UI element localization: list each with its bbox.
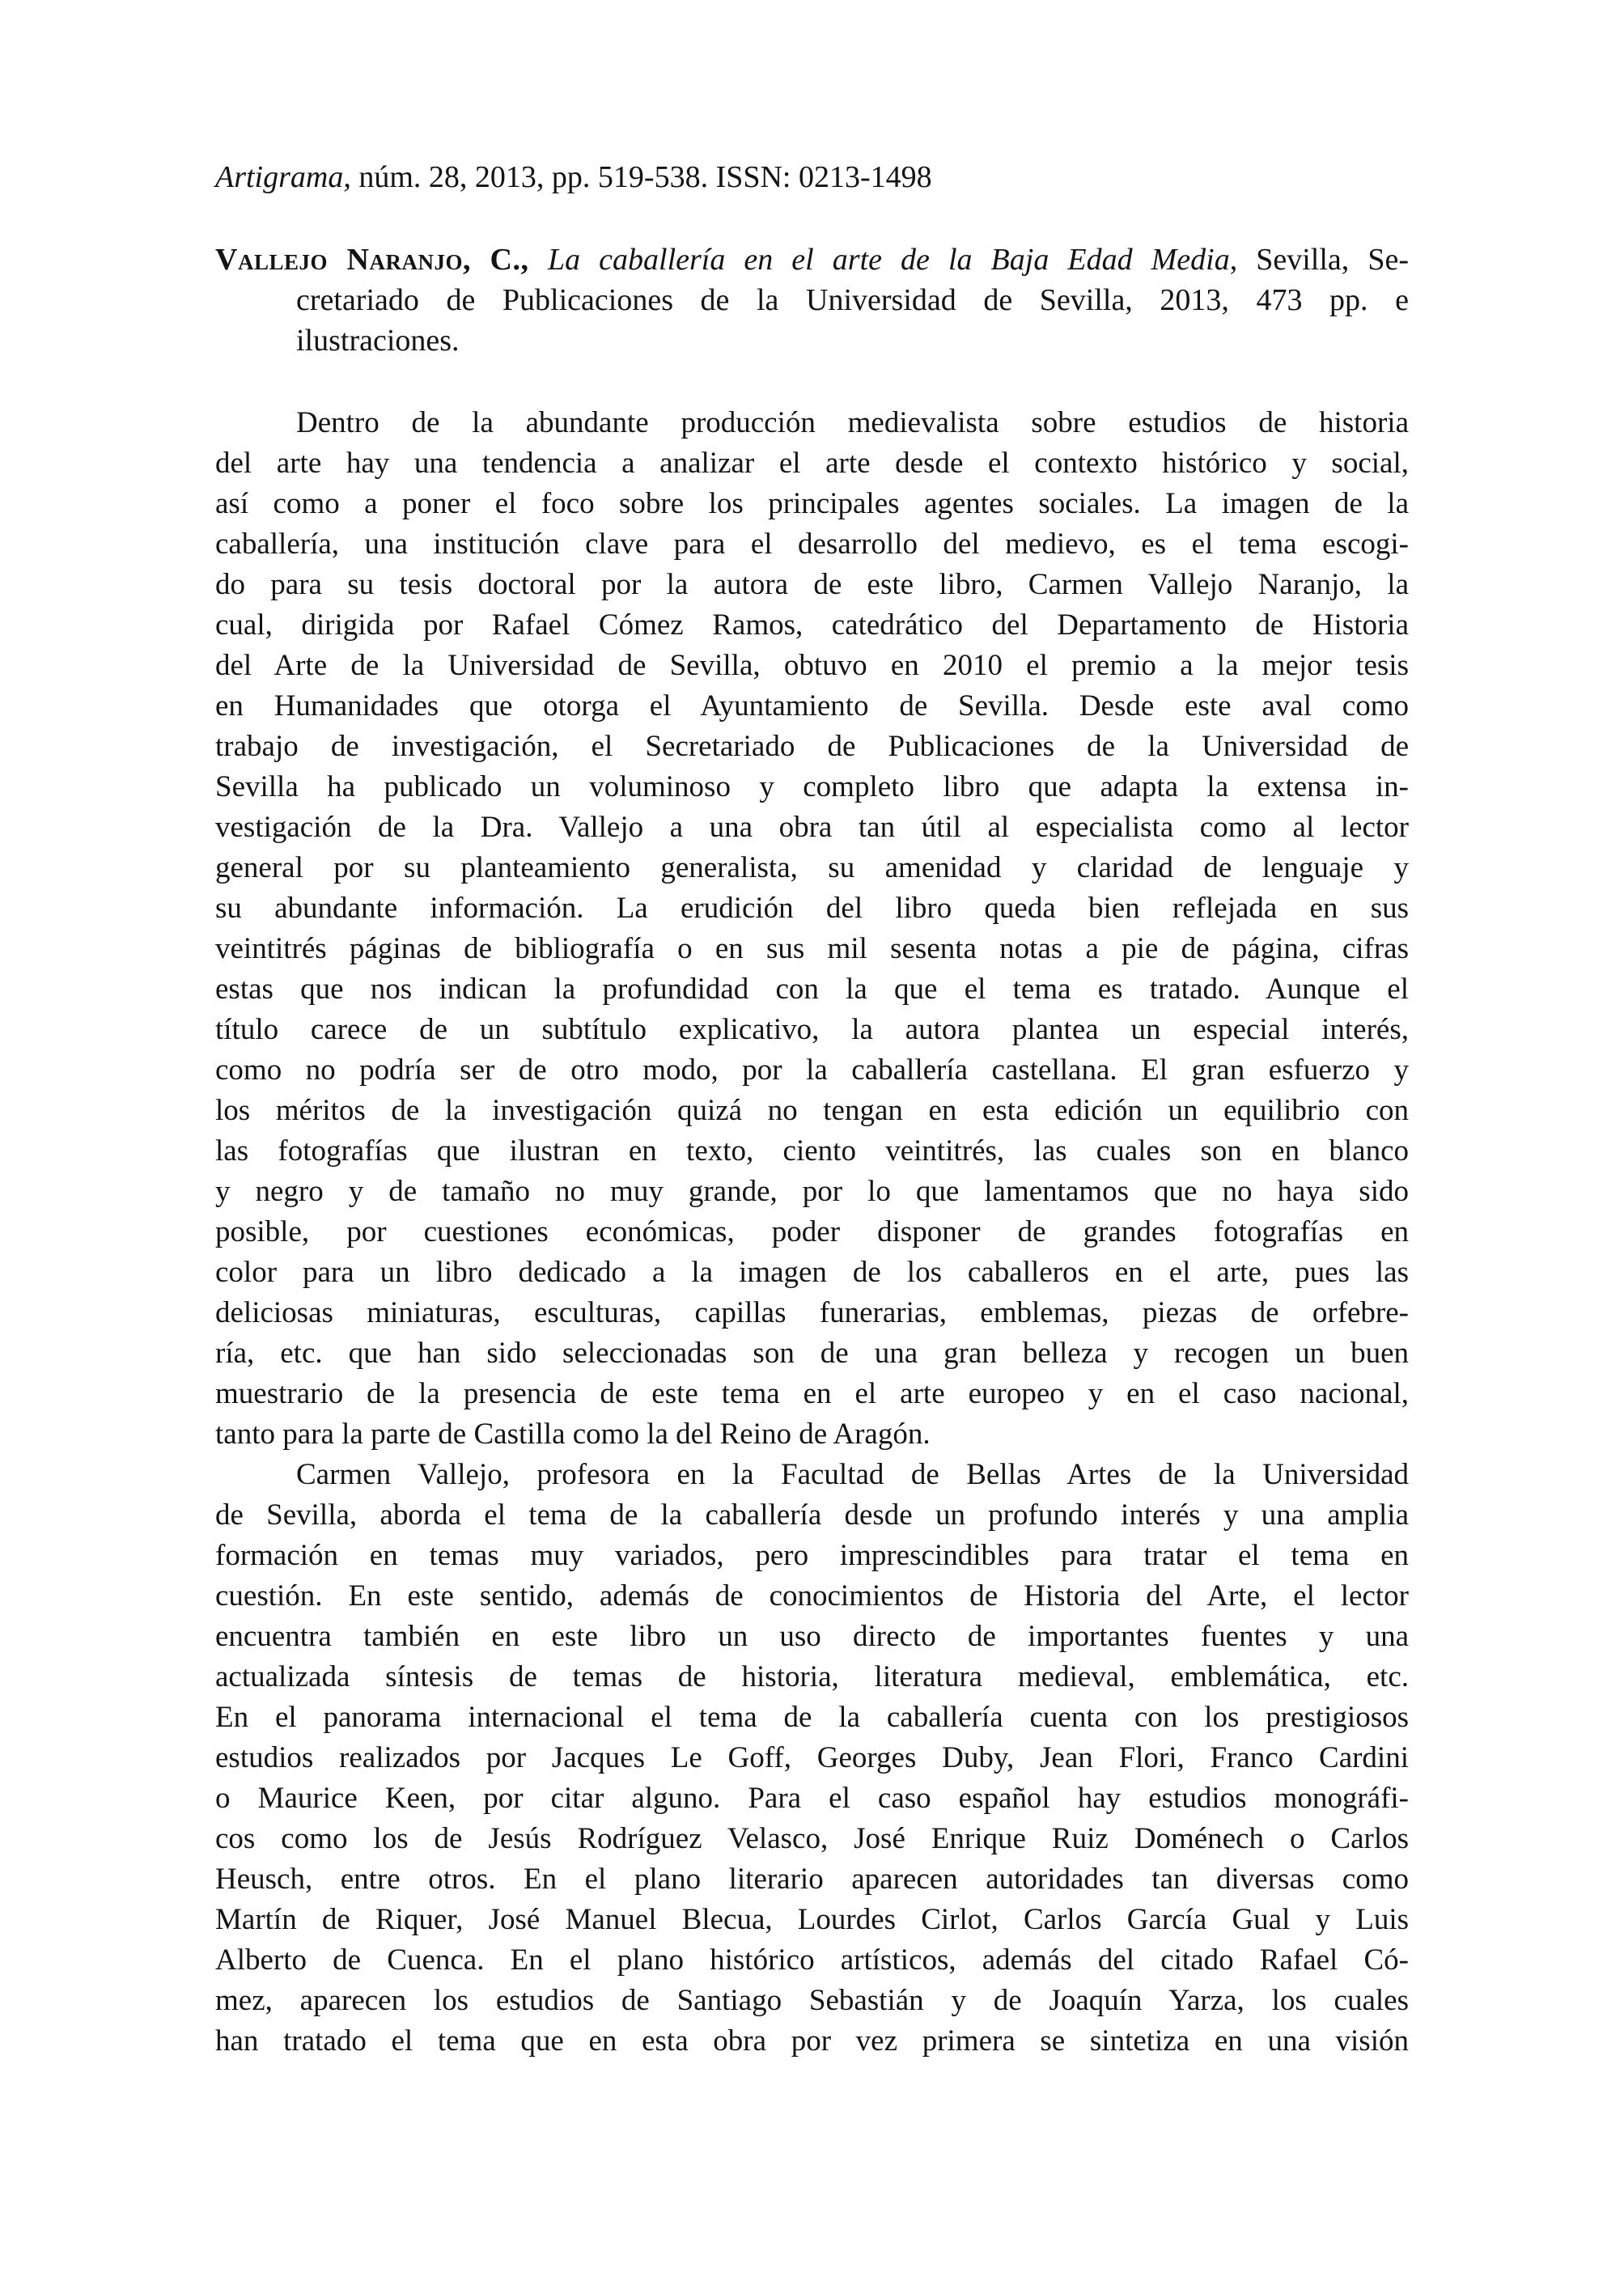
body-line: del Arte de la Universidad de Sevilla, obtuvo en 2010 el premio a la mejor tesis [215,649,1409,682]
body-line: así como a poner el foco sobre los principales agentes sociales. La imagen de la [215,487,1409,520]
body-line: estas que nos indican la profundidad con la que el tema es tratado. Aunque el [215,973,1409,1006]
body-line: Carmen Vallejo, profesora en la Facultad de Bellas Artes de la Universidad [296,1458,1409,1491]
body-line: del arte hay una tendencia a analizar el arte desde el contexto histórico y social, [215,447,1409,480]
body-line: actualizada síntesis de temas de historia, literatura medieval, emblemática, etc. [215,1660,1409,1693]
body-line: vestigación de la Dra. Vallejo a una obra tan útil al especialista como al lector [215,811,1409,844]
body-line: tanto para la parte de Castilla como la del Reino de Aragón. [215,1418,931,1451]
body-line: las fotografías que ilustran en texto, ciento veintitrés, las cuales son en blanco [215,1134,1409,1168]
body-line: y negro y de tamaño no muy grande, por lo que lamentamos que no haya sido [215,1175,1409,1208]
body-line: o Maurice Keen, por citar alguno. Para el caso español hay estudios monográfi- [215,1782,1409,1815]
body-line: han tratado el tema que en esta obra por vez primera se sintetiza en una visión [215,2024,1409,2058]
citation-segment-roman: , Sevilla, Se- [1229,243,1409,277]
body-line: color para un libro dedicado a la imagen de los caballeros en el arte, pues las [215,1256,1409,1289]
body-line: formación en temas muy variados, pero imprescindibles para tratar el tema en [215,1539,1409,1572]
running-head-issue-info: núm. 28, 2013, pp. 519-538. ISSN: 0213-1498 [350,160,932,194]
body-line: cos como los de Jesús Rodríguez Velasco, José Enrique Ruiz Doménech o Carlos [215,1822,1409,1855]
citation-line [215,239,1409,280]
body-line: de Sevilla, aborda el tema de la caballería desde un profundo interés y una amplia [215,1498,1409,1532]
body-line: ría, etc. que han sido seleccionadas son de una gran belleza y recogen un buen [215,1337,1409,1370]
body-line: los méritos de la investigación quizá no tengan en esta edición un equilibrio con [215,1094,1409,1127]
body-line: posible, por cuestiones económicas, poder disponer de grandes fotografías en [215,1215,1409,1248]
body-line: deliciosas miniaturas, esculturas, capillas funerarias, emblemas, piezas de orfebre- [215,1296,1409,1329]
body-line: veintitrés páginas de bibliografía o en sus mil sesenta notas a pie de página, cifras [215,932,1409,965]
body-line: mez, aparecen los estudios de Santiago Sebastián y de Joaquín Yarza, los cuales [215,1984,1409,2017]
body-line: cual, dirigida por Rafael Cómez Ramos, catedrático del Departamento de Historia [215,608,1409,642]
body-line: Dentro de la abundante producción medievalista sobre estudios de historia [296,406,1409,439]
body-line: su abundante información. La erudición del libro queda bien reflejada en sus [215,892,1409,925]
citation-line [215,320,1409,361]
body-line: muestrario de la presencia de este tema en el arte europeo y en el caso nacional, [215,1377,1409,1410]
citation-segment-roman: ilustraciones. [296,324,460,358]
body-line: encuentra también en este libro un uso directo de importantes fuentes y una [215,1620,1409,1653]
body-line: Sevilla ha publicado un voluminoso y completo libro que adapta la extensa in- [215,770,1409,803]
body-line: en Humanidades que otorga el Ayuntamiento de Sevilla. Desde este aval como [215,689,1409,723]
citation-block [215,239,1409,361]
body-line: general por su planteamiento generalista, su amenidad y claridad de lenguaje y [215,851,1409,884]
body-text [215,403,1409,2062]
body-line: trabajo de investigación, el Secretariado de Publicaciones de la Universidad de [215,730,1409,763]
body-line: Alberto de Cuenca. En el plano histórico artísticos, además del citado Rafael Có- [215,1943,1409,1977]
body-line: do para su tesis doctoral por la autora de este libro, Carmen Vallejo Naranjo, la [215,568,1409,601]
citation-segment-italic: La caballería en el arte de la Baja Edad Media [547,243,1230,277]
body-line: En el panorama internacional el tema de la caballería cuenta con los prestigiosos [215,1701,1409,1734]
body-line: cuestión. En este sentido, además de conocimientos de Historia del Arte, el lector [215,1579,1409,1613]
body-line: título carece de un subtítulo explicativo, la autora plantea un especial interés, [215,1013,1409,1046]
citation-segment-smallcaps-bold: Vallejo Naranjo, C., [215,243,548,277]
body-line: como no podría ser de otro modo, por la caballería castellana. El gran esfuerzo y [215,1053,1409,1087]
citation-line [215,280,1409,320]
body-line: estudios realizados por Jacques Le Goff, Georges Duby, Jean Flori, Franco Cardini [215,1741,1409,1774]
journal-title: Artigrama, [215,160,351,194]
body-line: Martín de Riquer, José Manuel Blecua, Lourdes Cirlot, Carlos García Gual y Luis [215,1903,1409,1936]
body-line: caballería, una institución clave para el desarrollo del medievo, es el tema escogi- [215,528,1409,561]
running-head [215,159,1409,196]
body-line: Heusch, entre otros. En el plano literario aparecen autoridades tan diversas como [215,1863,1409,1896]
citation-segment-roman: cretariado de Publicaciones de la Universidad de Sevilla, 2013, 473 pp. e [296,283,1409,317]
